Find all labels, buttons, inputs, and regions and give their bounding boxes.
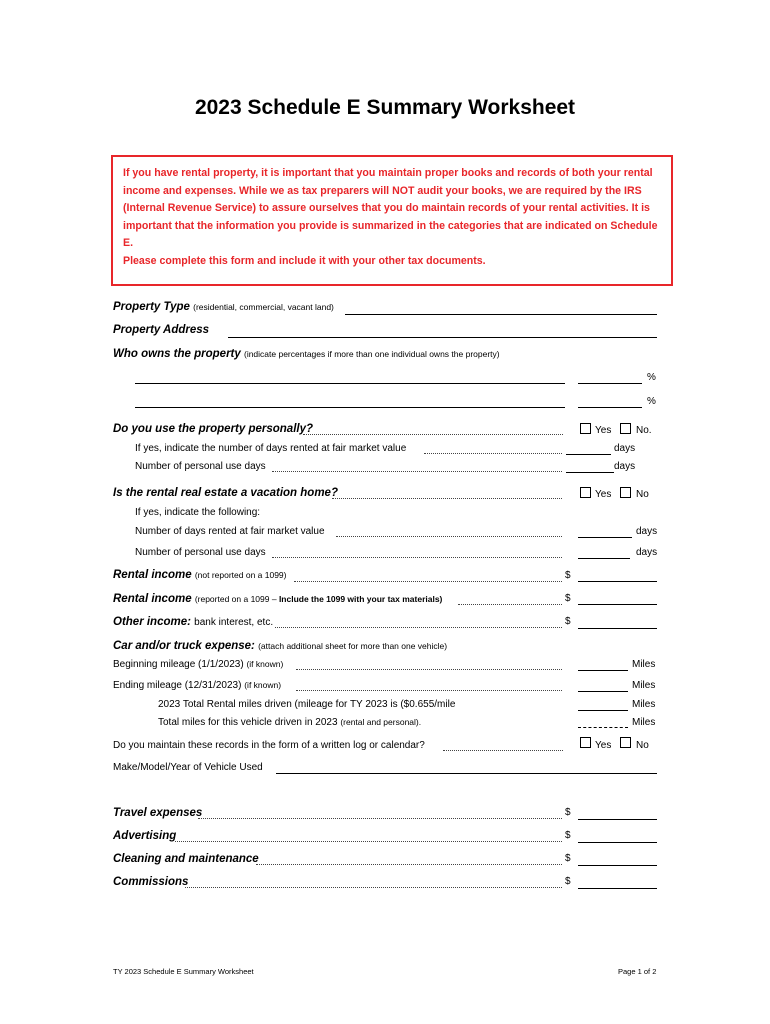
days-unit: days	[636, 526, 658, 537]
owner-name-field-1[interactable]	[135, 383, 565, 384]
leader-dots	[296, 690, 562, 691]
log-no-label: No	[636, 740, 649, 751]
dollar-sign: $	[565, 593, 571, 604]
end-mileage-label: Ending mileage (12/31/2023)	[113, 680, 242, 691]
other-income-hint: bank interest, etc.	[194, 617, 274, 628]
log-no-checkbox[interactable]	[620, 737, 631, 748]
vehicle-hint: (attach additional sheet for more than one vehicle)	[258, 641, 448, 651]
property-address-field[interactable]	[228, 337, 657, 338]
owners-hint: (indicate percentages if more than one individual owns the property)	[243, 349, 500, 359]
rental-income-label: Rental income	[113, 569, 192, 581]
rental-income-field[interactable]	[578, 581, 657, 582]
vacation-home-yes-label: Yes	[595, 489, 612, 500]
rental-income-1099-field[interactable]	[578, 604, 657, 605]
miles-unit: Miles	[632, 680, 656, 691]
page-title: 2023 Schedule E Summary Worksheet	[194, 96, 576, 119]
property-type-field[interactable]	[345, 314, 657, 315]
personal-use-no-label: No.	[636, 425, 652, 436]
vacation-home-no-checkbox[interactable]	[620, 487, 631, 498]
leader-dots	[272, 471, 562, 472]
cleaning-label: Cleaning and maintenance	[113, 853, 259, 865]
total-miles-row	[158, 717, 421, 728]
leader-dots	[443, 750, 563, 751]
other-income-row	[113, 616, 273, 628]
rental-income-row	[113, 569, 287, 581]
days-unit: days	[614, 461, 636, 472]
days-unit: days	[614, 443, 636, 454]
begin-mileage-hint: (if known)	[246, 659, 284, 669]
personal-use-days-label: Number of personal use days	[135, 461, 266, 472]
leader-dots	[458, 604, 562, 605]
footer-page-number: Page 1 of 2	[618, 967, 657, 976]
dollar-sign: $	[565, 807, 571, 818]
cleaning-field[interactable]	[578, 865, 657, 866]
owner-percent-field-2[interactable]	[578, 407, 642, 408]
dollar-sign: $	[565, 876, 571, 887]
rental-income-1099-label: Rental income	[113, 593, 192, 605]
leader-dots	[185, 887, 562, 888]
leader-dots	[336, 536, 562, 537]
personal-use-yes-label: Yes	[595, 425, 612, 436]
log-yes-label: Yes	[595, 740, 612, 751]
vacation-days-rented-label: Number of days rented at fair market value	[135, 526, 325, 537]
miles-unit: Miles	[632, 717, 656, 728]
advertising-field[interactable]	[578, 842, 657, 843]
vehicle-label: Car and/or truck expense:	[113, 640, 255, 652]
advertising-label: Advertising	[113, 830, 177, 842]
notice-box	[111, 155, 673, 286]
travel-expenses-label: Travel expenses	[113, 807, 203, 819]
dollar-sign: $	[565, 570, 571, 581]
end-mileage-field[interactable]	[578, 691, 628, 692]
vacation-personal-days-label: Number of personal use days	[135, 547, 266, 558]
log-question: Do you maintain these records in the form of a written log or calendar?	[113, 740, 425, 751]
leader-dots	[332, 498, 562, 499]
commissions-field[interactable]	[578, 888, 657, 889]
other-income-field[interactable]	[578, 628, 657, 629]
personal-use-yes-checkbox[interactable]	[580, 423, 591, 434]
miles-unit: Miles	[632, 699, 656, 710]
leader-dots	[175, 841, 562, 842]
leader-dots	[272, 557, 562, 558]
owner-percent-field-1[interactable]	[578, 383, 642, 384]
total-miles-label: Total miles for this vehicle driven in 2023	[158, 717, 338, 728]
vacation-days-rented-field[interactable]	[578, 537, 632, 538]
make-model-field[interactable]	[276, 773, 657, 774]
personal-use-days-field[interactable]	[566, 472, 614, 473]
owners-row	[113, 348, 500, 360]
begin-mileage-field[interactable]	[578, 670, 628, 671]
miles-unit: Miles	[632, 659, 656, 670]
percent-sign-2: %	[647, 396, 656, 407]
footer-left: TY 2023 Schedule E Summary Worksheet	[113, 967, 254, 976]
total-miles-field[interactable]	[578, 727, 628, 728]
vacation-home-question: Is the rental real estate a vacation home?	[113, 487, 338, 499]
leader-dots	[275, 627, 562, 628]
leader-dots	[303, 434, 563, 435]
log-yes-checkbox[interactable]	[580, 737, 591, 748]
vacation-follow-text: If yes, indicate the following:	[135, 507, 261, 518]
days-unit: days	[636, 547, 658, 558]
owners-label: Who owns the property	[113, 348, 241, 360]
vacation-home-yes-checkbox[interactable]	[580, 487, 591, 498]
leader-dots	[198, 818, 562, 819]
end-mileage-row	[113, 680, 281, 691]
begin-mileage-label: Beginning mileage (1/1/2023)	[113, 659, 244, 670]
total-miles-hint: (rental and personal).	[340, 717, 422, 727]
rental-miles-field[interactable]	[578, 710, 628, 711]
vacation-home-no-label: No	[636, 489, 649, 500]
rental-miles-label: 2023 Total Rental miles driven (mileage for TY 2023 is ($0.655/mile	[158, 699, 456, 710]
begin-mileage-row	[113, 659, 283, 670]
rental-income-1099-hint-bold: Include the 1099 with your tax materials)	[278, 594, 443, 604]
personal-use-days-rented-field[interactable]	[566, 454, 611, 455]
leader-dots	[294, 581, 562, 582]
rental-income-1099-row	[113, 593, 442, 605]
owner-name-field-2[interactable]	[135, 407, 565, 408]
property-type-label: Property Type	[113, 301, 190, 313]
property-type-hint: (residential, commercial, vacant land)	[193, 302, 334, 312]
property-address-label: Property Address	[113, 324, 210, 336]
dollar-sign: $	[565, 853, 571, 864]
property-type-row	[113, 301, 334, 313]
leader-dots	[296, 669, 562, 670]
travel-expenses-field[interactable]	[578, 819, 657, 820]
end-mileage-hint: (if known)	[244, 680, 282, 690]
dollar-sign: $	[565, 616, 571, 627]
notice-instruction: Please complete this form and include it with your other tax documents.	[123, 254, 486, 267]
vacation-personal-days-field[interactable]	[578, 558, 630, 559]
personal-use-no-checkbox[interactable]	[620, 423, 631, 434]
rental-income-1099-hint: (reported on a 1099 –	[194, 594, 279, 604]
personal-use-days-rented-label: If yes, indicate the number of days rented at fair market value	[135, 443, 407, 454]
percent-sign-1: %	[647, 372, 656, 383]
notice-paragraph: If you have rental property, it is important that you maintain proper books and records of both your rental income and expenses. While we as tax preparers will NOT audit your books, we are required by the IRS (Internal Revenue Service) to assure ourselves that you do maintain records of your rental activities. It is important that the information you provide is summarized in the categories that are indicated on Schedule E.	[123, 167, 658, 250]
leader-dots	[256, 864, 562, 865]
vehicle-row	[113, 640, 447, 652]
leader-dots	[424, 453, 562, 454]
make-model-label: Make/Model/Year of Vehicle Used	[113, 762, 263, 773]
personal-use-question: Do you use the property personally?	[113, 423, 314, 435]
other-income-label: Other income:	[113, 616, 191, 628]
commissions-label: Commissions	[113, 876, 189, 888]
dollar-sign: $	[565, 830, 571, 841]
rental-income-hint: (not reported on a 1099)	[194, 570, 287, 580]
